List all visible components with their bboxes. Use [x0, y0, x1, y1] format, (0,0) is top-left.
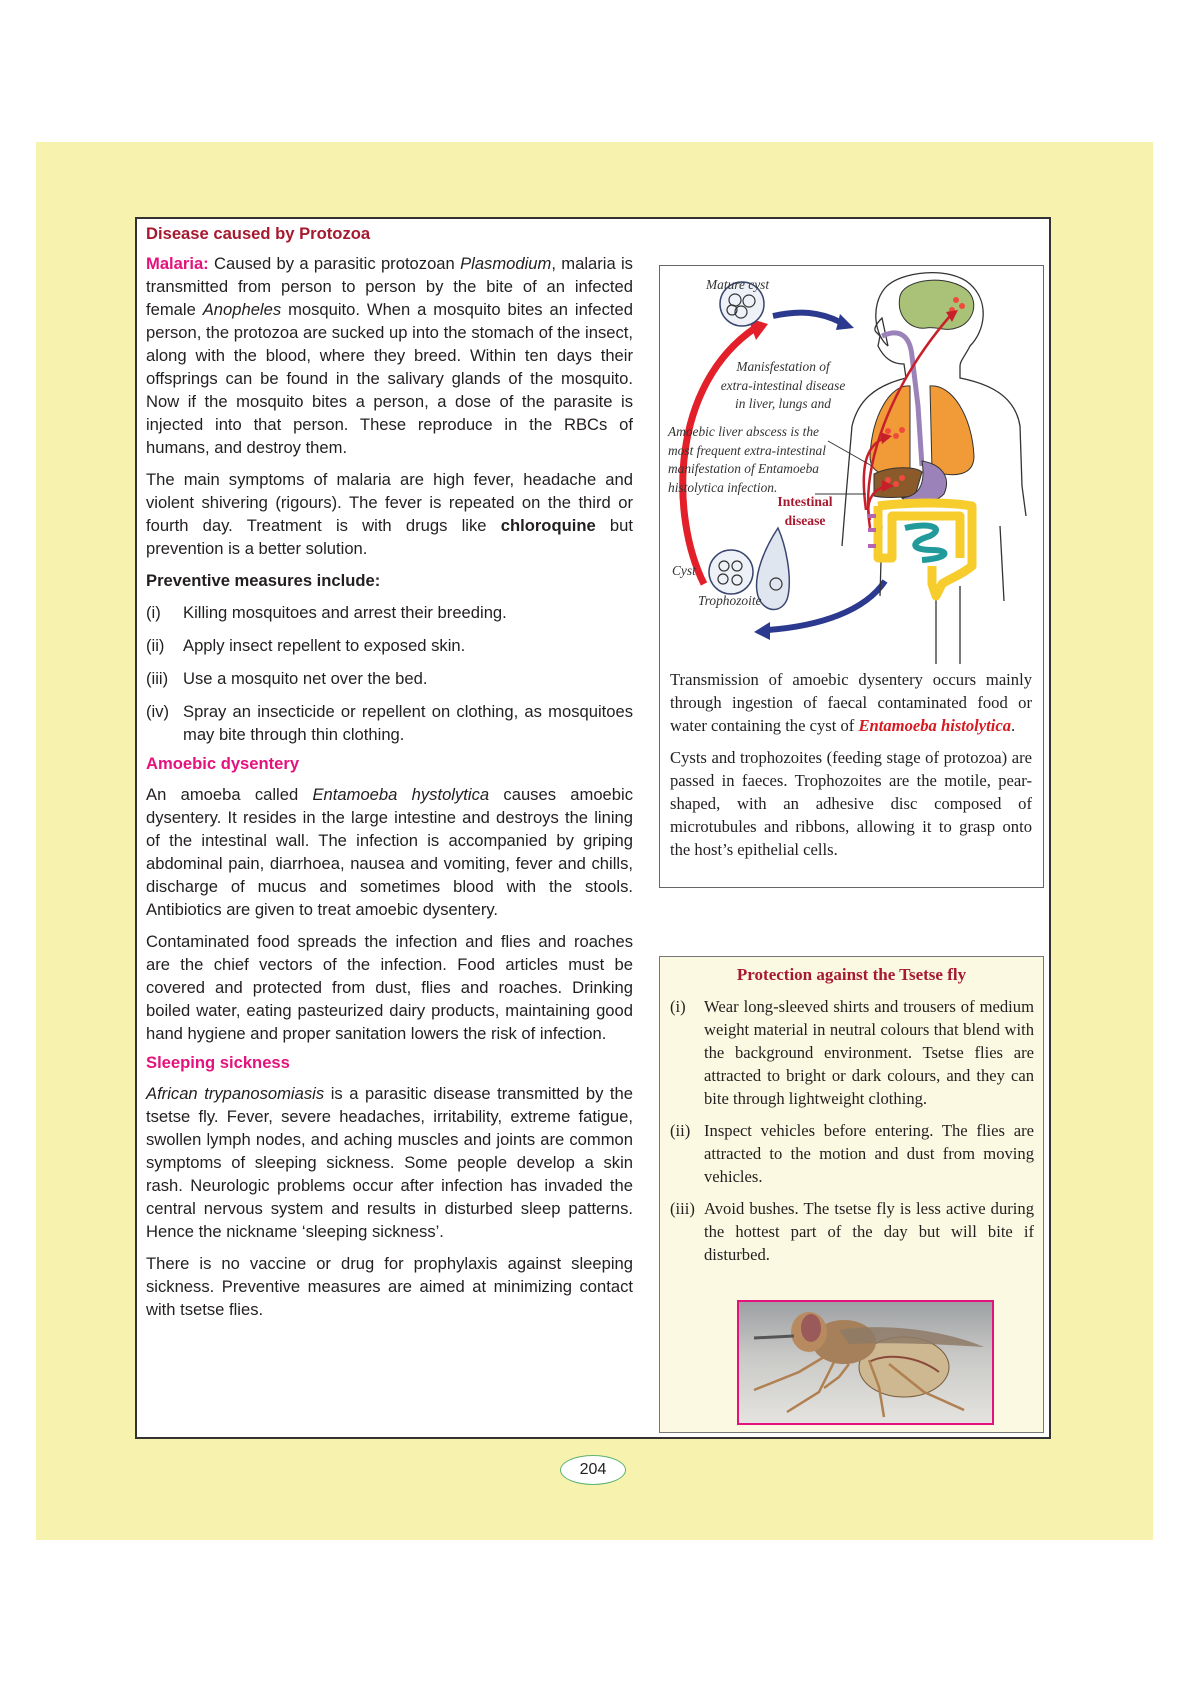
anopheles-term: Anopheles — [202, 300, 282, 319]
tsetse-item: (iii) Avoid bushes. The tsetse fly is less active during the hottest part of the day but will bite if disturbed. — [670, 1199, 1034, 1264]
tsetse-item: (i) Wear long-sleeved shirts and trousers of medium weight material in neutral colours that blend with the background environment. Tsetse flies are attracted to bright or dark colours, and they can bite through lightweight clothing. — [670, 997, 1034, 1108]
mature-cyst-label: Mature cyst — [706, 277, 770, 292]
intestinal-disease-label: Intestinal disease — [777, 494, 833, 528]
page-number: 204 — [560, 1455, 626, 1485]
small-intestine-icon — [905, 526, 944, 560]
caption-paragraph-2: Cysts and trophozoites (feeding stage of protozoa) are passed in faeces. Trophozoites are the motile, pear-shaped, with an adhesive disc composed of microtubules and ribbons, allowing it to grasp onto the host’s epithelial cells. — [670, 748, 1032, 859]
tsetse-fly-photo — [737, 1300, 994, 1425]
measure-item: (ii) Apply insect repellent to exposed skin. — [146, 636, 466, 655]
amoebic-paragraph-2: Contaminated food spreads the infection and flies and roaches are the chief vectors of the infection. Food articles must be covered and protected from dust, flies and roaches. Drinking boiled water, eating pasteurized dairy products, maintaining good hand hygiene and proper sanitation lowers the risk of infection. — [146, 932, 633, 1043]
malaria-paragraph-2: The main symptoms of malaria are high fever, headache and violent shivering (rigours). The fever is repeated on the third or fourth day. Treatment is with drugs like chloroquine but prevention is a better solution. — [146, 470, 633, 558]
measure-item: (iii) Use a mosquito net over the bed. — [146, 669, 428, 688]
plasmodium-term: Plasmodium — [460, 254, 552, 273]
tsetse-item: (ii) Inspect vehicles before entering. The flies are attracted to the motion and dust from moving vehicles. — [670, 1121, 1034, 1186]
entamoeba-histolytica-term: Entamoeba histolytica — [858, 716, 1012, 735]
tsetse-title: Protection against the Tsetse fly — [736, 965, 967, 984]
cyst-label: Cyst — [672, 563, 696, 578]
sleeping-paragraph-2: There is no vaccine or drug for prophylaxis against sleeping sickness. Preventive measures are aimed at minimizing contact with tsetse flies. — [146, 1254, 633, 1319]
figure-caption — [670, 668, 1032, 870]
measure-item: (iv) Spray an insecticide or repellent on clothing, as mosquitoes may bite through thin clothing. — [146, 702, 633, 744]
tsetse-protection-box — [659, 956, 1044, 1433]
trypanosomiasis-term: African trypanosomiasis — [146, 1084, 325, 1103]
trophozoite-label: Trophozoite — [698, 593, 762, 608]
abscess-label: Amoebic liver abscess is the most frequent extra-intestinal manifestation of Entamoeba histolytica infection. — [668, 424, 826, 495]
malaria-paragraph-1: Malaria: Caused by a parasitic protozoan Plasmodium, malaria is transmitted from person to person by the bite of an infected female Anopheles mosquito. When a mosquito bites an infected person, the protozoa are sucked up into the stomach of the insect, along with the blood, where they breed. Within ten days their offsprings can be found in the salivary glands of the mosquito. Now if the mosquito bites a person, a dose of the parasite is injected into that person. These reproduce in the RBCs of humans, and destroy them. — [146, 254, 633, 457]
amoebic-cycle-figure — [659, 265, 1044, 888]
chloroquine-term: chloroquine — [500, 516, 596, 535]
tsetse-fly-icon — [739, 1302, 992, 1423]
sleeping-paragraph-1: African trypanosomiasis is a parasitic disease transmitted by the tsetse fly. Fever, severe headaches, irritability, extreme fatigue, swollen lymph nodes, and aching muscles and joints are common symptoms of sleeping sickness. Some people develop a skin rash. Neurologic problems occur after infection has invaded the central nervous system and results in disturbed sleep patterns. Hence the nickname ‘sleeping sickness’. — [146, 1084, 634, 1241]
sleeping-heading: Sleeping sickness — [146, 1053, 290, 1072]
entamoeba-term: Entamoeba hystolytica — [312, 785, 490, 804]
amoebic-paragraph-1: An amoeba called Entamoeba hystolytica causes amoebic dysentery. It resides in the large intestine and destroys the lining of the intestinal wall. The infection is accompanied by griping abdominal pain, diarrhoea, nausea and vomiting, fever and chills, discharge of mucus and sometimes blood with the stools. Antibiotics are given to treat amoebic dysentery. — [146, 785, 633, 919]
right-lung-icon — [930, 386, 974, 475]
manifestation-label: Manisfestation of extra-intestinal disease in liver, lungs and — [720, 359, 846, 411]
preventive-heading: Preventive measures include: — [146, 571, 381, 590]
amoebic-heading: Amoebic dysentery — [146, 754, 300, 773]
caption-paragraph-1: Transmission of amoebic dysentery occurs mainly through ingestion of faecal contaminated food or water containing the cyst of Entamoeba histolytica. — [670, 670, 1032, 735]
measure-item: (i) Killing mosquitoes and arrest their breeding. — [146, 603, 507, 622]
section-title: Disease caused by Protozoa — [146, 224, 371, 243]
tsetse-list — [670, 995, 1034, 1275]
blue-ingestion-arrow — [773, 313, 840, 322]
malaria-lead: Malaria: — [146, 254, 209, 273]
blue-arrowhead-icon — [754, 622, 770, 640]
cyst-icon — [709, 550, 753, 594]
left-column — [146, 222, 633, 1330]
blue-arrowhead-icon — [836, 314, 854, 330]
